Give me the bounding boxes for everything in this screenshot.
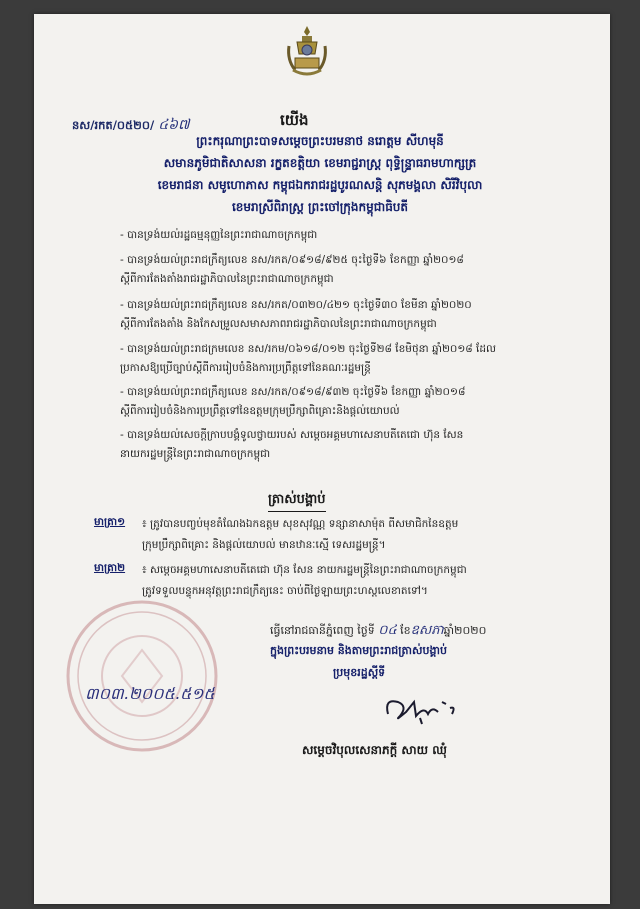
article-line: ៖ ត្រូវបានបញ្ចប់មុខតំណែងឯកឧត្តម សុខសុវណ្ណ ទន្សានាសាម៉ុត ពីសមាជិកនៃឧត្តម: [142, 518, 459, 530]
reference-number-handwritten: ៤៦៧: [158, 117, 190, 133]
royal-emblem-icon: [283, 24, 331, 80]
countersign-line-1: ក្នុងព្រះបរមនាម និងតាមព្រះរាជត្រាស់បង្គាប់: [270, 644, 447, 657]
royal-title-line-4: ខេមរាស្រីពិរាស្ត្រ ព្រះចៅក្រុងកម្ពុជាធិបតី: [231, 200, 409, 214]
preamble-item: [120, 226, 560, 245]
article-1-text: [142, 514, 567, 556]
article-1-label: មាត្រា១: [94, 516, 126, 528]
preamble-line: - បានទ្រង់យល់ព្រះរាជក្រឹត្យលេខ នស/រកត/០៩១៨/៩២៥ ចុះថ្ងៃទី៦ ខែកញ្ញា ឆ្នាំ២០១៨: [120, 254, 464, 266]
reference-number-printed: នស/រកត/០៥២០/: [72, 118, 155, 132]
preamble-line: - បានទ្រង់យល់រដ្ឋធម្មនុញ្ញនៃព្រះរាជាណាចក្រកម្ពុជា: [120, 229, 318, 241]
preamble-item: [120, 383, 560, 421]
preamble-item: [120, 251, 560, 289]
preamble-line: ប្រកាសឱ្យប្រើច្បាប់ស្តីពីការរៀបចំនិងការប្រព្រឹត្តទៅនៃគណៈរដ្ឋមន្ត្រី: [120, 362, 371, 374]
article-line: ៖ សម្តេចអគ្គមហាសេនាបតីតេជោ ហ៊ុន សែន នាយករដ្ឋមន្ត្រីនៃព្រះរាជាណាចក្រកម្ពុជា: [142, 564, 467, 576]
preamble-line: ស្តីពីការតែងតាំង និងកែសម្រួលសមាសភាពរាជរដ្ឋាភិបាលនៃព្រះរាជាណាចក្រកម្ពុជា: [120, 318, 437, 330]
article-line: ត្រូវទទួលបន្ទុកអនុវត្តព្រះរាជក្រឹត្យនេះ ចាប់ពីថ្ងៃឡាយព្រះហស្តលេខាតទៅ។: [142, 585, 428, 597]
preamble-item: [120, 426, 560, 464]
preamble-item: [120, 296, 560, 334]
preamble-line: ស្តីពីការរៀបចំនិងការប្រព្រឹត្តទៅនៃឧត្តមក្រុមប្រឹក្សាពិគ្រោះនិងផ្តល់យោបល់: [120, 405, 400, 417]
stamp-handwritten-number: ៣០៣.២០០៥.៥១៥: [85, 684, 215, 703]
preamble-line: - បានទ្រង់យល់ព្រះរាជក្រមលេខ នស/រកម/០៦១៨/០១២ ចុះថ្ងៃទី២៨ ខែមិថុនា ឆ្នាំ២០១៨ ដែល: [120, 343, 497, 355]
place-and-date: [270, 622, 570, 641]
month-prefix: ខែ: [400, 624, 411, 637]
preamble-line: - បានទ្រង់យល់ព្រះរាជក្រឹត្យលេខ នស/រកត/០៩១៨/៩៣២ ចុះថ្ងៃទី៦ ខែកញ្ញា ឆ្នាំ២០១៨: [120, 386, 466, 398]
royal-title-line-2: សមានភូមិជាតិសាសនា រក្ខតខត្តិយា ខេមរាជ្ជរាស្ត្រ ពុទ្ធិន្ទ្រាធរាមហាក្សត្រ: [163, 156, 477, 170]
preamble-line: - បានទ្រង់យល់ព្រះរាជក្រឹត្យលេខ នស/រកត/០៣២០/៤២១ ចុះថ្ងៃទី៣០ ខែមីនា ឆ្នាំ២០២០: [120, 299, 472, 311]
handwritten-signature: [380, 688, 470, 728]
month-handwritten: ឧសភា: [410, 623, 444, 638]
countersign-line-2: ប្រមុខរដ្ឋស្តីទី: [333, 666, 386, 679]
decree-heading: យើង: [280, 111, 309, 129]
section-title: ត្រាស់បង្គាប់: [268, 491, 326, 512]
article-2-text: [142, 560, 567, 602]
preamble-line: - បានទ្រង់យល់សេចក្តីក្រាបបង្គំទូលថ្វាយរបស់ សម្តេចអគ្គមហាសេនាបតីតេជោ ហ៊ុន សែន: [120, 429, 464, 441]
royal-title-line-1: ព្រះករុណាព្រះបាទសម្តេចព្រះបរមនាថ នរោត្តម សីហមុនី: [196, 134, 444, 148]
preamble-item: [120, 340, 560, 378]
signer-name: សម្តេចវិបុលសេនាភក្តី សាយ ឈុំ: [302, 743, 447, 757]
place-date-label: ធ្វើនៅរាជធានីភ្នំពេញ ថ្ងៃទី: [270, 624, 375, 637]
article-2-label: មាត្រា២: [94, 562, 126, 574]
day-handwritten: ០៤: [378, 623, 397, 638]
article-line: ក្រុមប្រឹក្សាពិគ្រោះ និងផ្តល់យោបល់ មានឋានៈស្មើ ទេសរដ្ឋមន្ត្រី។: [142, 539, 386, 551]
year-label: ឆ្នាំ២០២០: [443, 624, 487, 637]
preamble-line: នាយករដ្ឋមន្ត្រីនៃព្រះរាជាណាចក្រកម្ពុជា: [120, 448, 271, 460]
official-seal-stamp: [64, 598, 220, 754]
royal-title-line-3: ខេមរាជនា សមូហោភាស កម្ពុជឯករាជរដ្ឋបូរណសន្តិ សុភមង្គលា សិរីវិបុលា: [157, 178, 483, 192]
preamble-line: ស្តីពីការតែងតាំងរាជរដ្ឋាភិបាលនៃព្រះរាជាណាចក្រកម្ពុជា: [120, 273, 334, 285]
